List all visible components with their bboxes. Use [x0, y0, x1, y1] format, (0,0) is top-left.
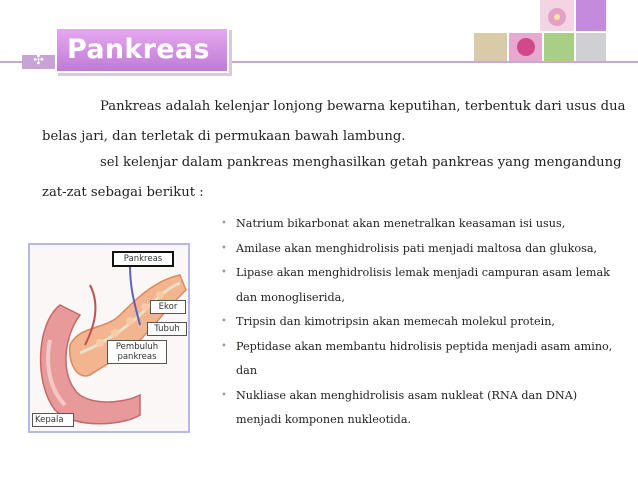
tile-3 — [544, 33, 574, 61]
paragraph-1-line-2: belas jari, dan terletak di permukaan bawah lambung. — [42, 129, 406, 144]
list-item-line: dan — [236, 364, 258, 377]
list-item-line: Tripsin dan kimotripsin akan memecah molekul protein, — [236, 315, 555, 328]
label-pembuluh-line-2: pankreas — [117, 352, 157, 362]
bullet-icon: • — [221, 267, 227, 278]
label-ekor: Ekor — [150, 300, 186, 314]
list-item-line: Peptidase akan membantu hidrolisis peptida menjadi asam amino, — [236, 339, 613, 353]
paragraph-2 — [42, 148, 627, 208]
pancreas-drawing — [30, 245, 188, 431]
tile-6 — [576, 0, 606, 31]
plus-icon: ✣ — [33, 53, 44, 68]
enzyme-list — [219, 212, 624, 433]
list-item-line: dan monogliserida, — [236, 290, 345, 304]
list-item — [219, 237, 624, 262]
list-item — [219, 212, 624, 237]
label-pembuluh-line-1: Pembuluh — [115, 342, 159, 352]
bullet-icon: • — [221, 340, 227, 352]
label-pankreas: Pankreas — [112, 251, 174, 267]
bullet-icon: • — [221, 242, 227, 254]
label-pembuluh-pankreas — [107, 340, 167, 364]
list-item — [219, 261, 624, 310]
title-box — [55, 27, 229, 73]
list-item-line: menjadi komponen nukleotida. — [236, 413, 412, 426]
list-item-line: Amilase akan menghidrolisis pati menjadi maltosa dan glukosa, — [236, 241, 598, 255]
paragraph-2-line-2: zat-zat sebagai berikut : — [42, 185, 204, 200]
list-item-line: Lipase akan menghidrolisis lemak menjadi campuran asam lemak — [236, 266, 610, 279]
tile-1 — [474, 33, 507, 61]
list-item — [219, 384, 624, 433]
label-kepala: Kepala — [32, 413, 74, 427]
tile-4 — [576, 33, 606, 61]
list-item-line: Nukliase akan menghidrolisis asam nukleat (RNA dan DNA) — [236, 388, 578, 402]
paragraph-1 — [42, 92, 627, 152]
bullet-icon: • — [221, 218, 227, 229]
list-item-line: Natrium bikarbonat akan menetralkan keasaman isi usus, — [236, 217, 566, 230]
list-item — [219, 310, 624, 335]
bullet-icon: • — [221, 389, 227, 401]
paragraph-1-line-1: Pankreas adalah kelenjar lonjong bewarna keputihan, terbentuk dari usus dua — [100, 99, 626, 114]
paragraph-2-line-1: sel kelenjar dalam pankreas menghasilkan getah pankreas yang mengandung — [100, 155, 622, 170]
page-title: Pankreas — [67, 34, 210, 65]
label-tubuh: Tubuh — [147, 322, 187, 336]
pancreas-illustration — [28, 243, 190, 433]
bullet-icon: • — [221, 316, 227, 327]
list-item — [219, 335, 624, 384]
